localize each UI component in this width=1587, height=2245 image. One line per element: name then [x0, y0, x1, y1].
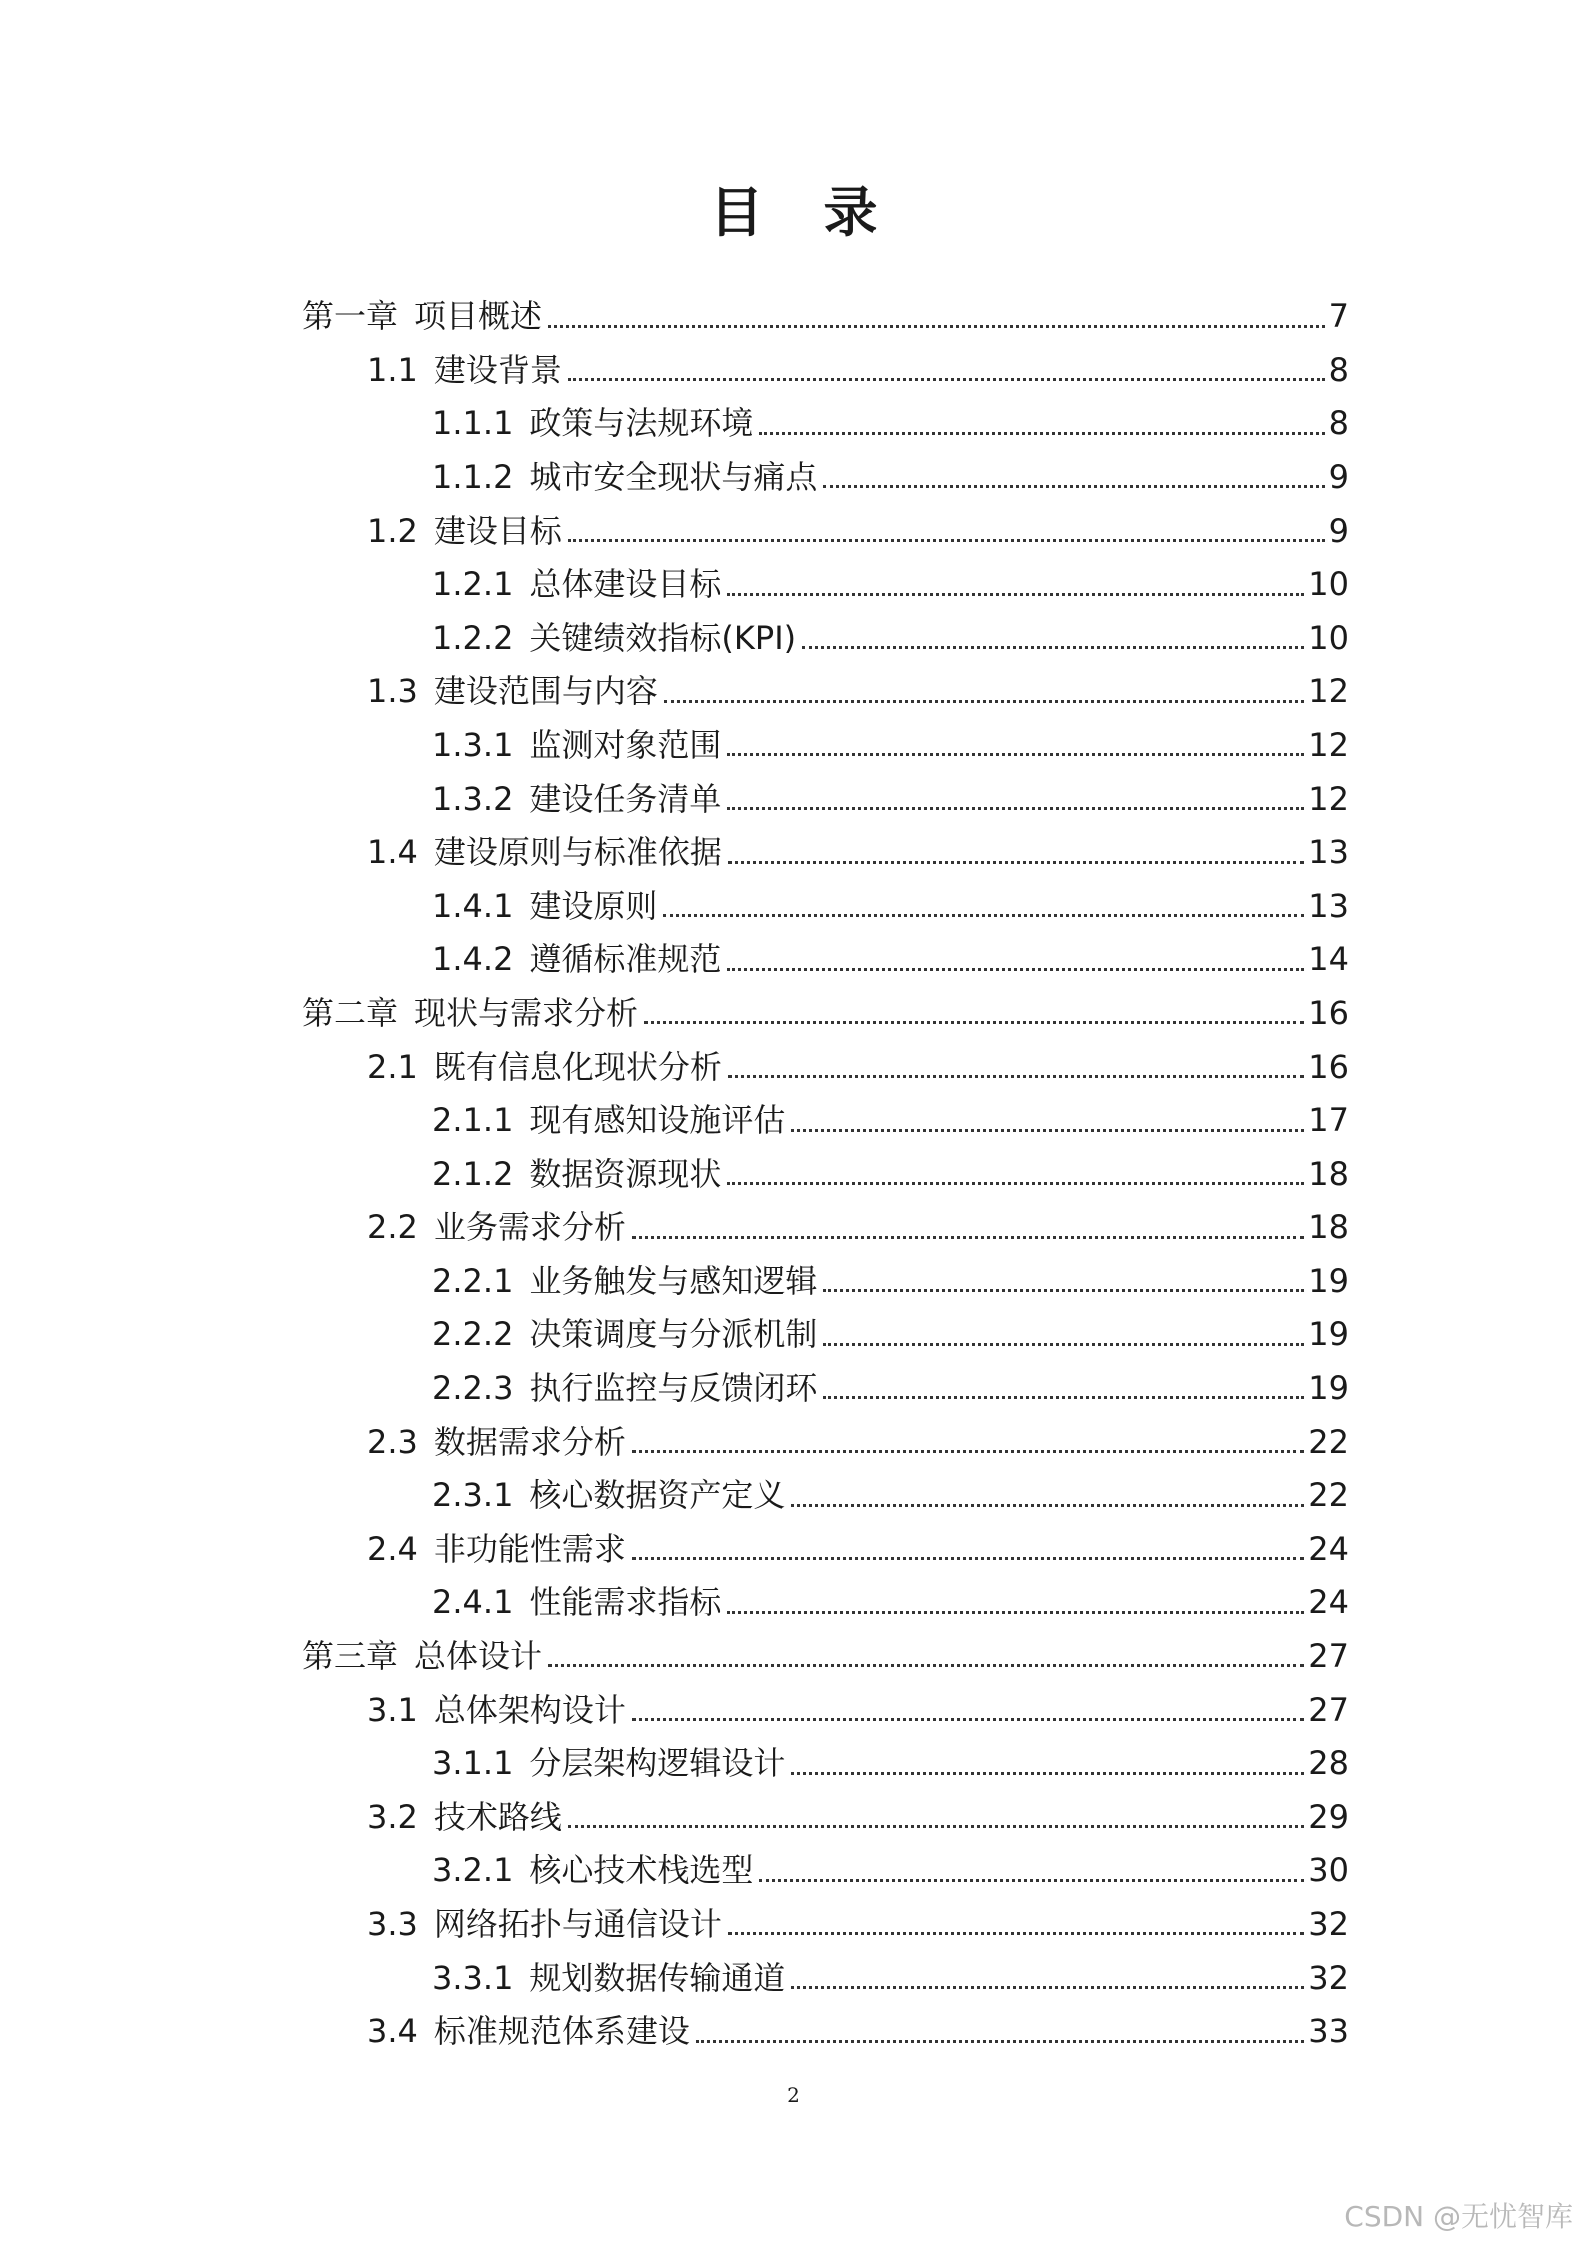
toc-entry-row [432, 772, 1349, 818]
toc-list [0, 290, 1587, 2059]
toc-entry-page: 27 [1308, 1637, 1349, 1676]
toc-entry[interactable] [0, 826, 1587, 880]
toc-entry-title: 业务需求分析 [433, 1208, 626, 1247]
toc-entry[interactable] [0, 451, 1587, 505]
toc-entry-page: 9 [1328, 511, 1349, 550]
toc-entry-page: 27 [1308, 1690, 1349, 1729]
toc-entry-row [432, 1951, 1349, 1997]
toc-entry-number: 2.2.1 [432, 1261, 514, 1300]
toc-entry-page: 17 [1308, 1101, 1349, 1140]
toc-entry-page: 19 [1308, 1369, 1349, 1408]
toc-entry-title: 项目概述 [414, 297, 543, 336]
toc-entry-page: 24 [1308, 1529, 1349, 1568]
toc-entry-number: 2.4 [367, 1529, 418, 1568]
toc-dot-leader [791, 1504, 1304, 1507]
toc-dot-leader [644, 1021, 1304, 1024]
toc-entry-title: 现有感知设施评估 [529, 1101, 786, 1140]
toc-entry-page: 14 [1308, 940, 1349, 979]
toc-entry-page: 13 [1308, 886, 1349, 925]
toc-entry-page: 10 [1308, 618, 1349, 657]
toc-entry-number: 1.4.1 [432, 886, 514, 925]
toc-entry[interactable] [0, 1201, 1587, 1255]
toc-dot-leader [791, 1986, 1304, 1989]
toc-entry-number: 1.3.1 [432, 725, 514, 764]
toc-entry-number: 3.4 [367, 2012, 418, 2051]
toc-entry-page: 8 [1328, 404, 1349, 443]
toc-entry-number: 2.3.1 [432, 1476, 514, 1515]
toc-entry[interactable] [0, 1469, 1587, 1523]
toc-entry-number: 2.2.2 [432, 1315, 514, 1354]
toc-entry-row [367, 826, 1349, 872]
toc-title-char-2: 录 [823, 181, 878, 244]
toc-entry[interactable] [0, 1576, 1587, 1630]
toc-entry-number: 2.4.1 [432, 1583, 514, 1622]
toc-entry[interactable] [0, 1683, 1587, 1737]
toc-dot-leader [568, 1825, 1304, 1828]
toc-entry-page: 12 [1308, 672, 1349, 711]
toc-entry[interactable] [0, 1630, 1587, 1684]
toc-entry[interactable] [0, 719, 1587, 773]
toc-entry-number: 1.3 [367, 672, 418, 711]
toc-entry-number: 第二章 [302, 993, 399, 1032]
toc-entry-number: 第三章 [302, 1637, 399, 1676]
toc-entry-title: 建设范围与内容 [433, 672, 658, 711]
toc-entry-title: 建设任务清单 [529, 779, 722, 818]
toc-entry[interactable] [0, 880, 1587, 934]
toc-entry-number: 2.1.1 [432, 1101, 514, 1140]
toc-dot-leader [548, 325, 1325, 328]
toc-entry-title: 既有信息化现状分析 [433, 1047, 722, 1086]
toc-dot-leader [696, 2040, 1304, 2043]
toc-entry-title: 核心数据资产定义 [529, 1476, 786, 1515]
toc-entry-number: 1.1 [367, 350, 418, 389]
toc-entry-title: 监测对象范围 [529, 725, 722, 764]
toc-entry-row [432, 451, 1349, 497]
toc-entry-row [432, 1255, 1349, 1301]
toc-entry[interactable] [0, 504, 1587, 558]
toc-entry-number: 2.2.3 [432, 1369, 514, 1408]
toc-entry-title: 业务触发与感知逻辑 [529, 1261, 818, 1300]
toc-entry-number: 2.2 [367, 1208, 418, 1247]
toc-entry[interactable] [0, 1148, 1587, 1202]
toc-entry-row [432, 933, 1349, 979]
toc-entry-number: 第一章 [302, 297, 399, 336]
toc-entry-row [432, 880, 1349, 926]
toc-entry-page: 7 [1328, 297, 1349, 336]
toc-dot-leader [663, 914, 1304, 917]
toc-dot-leader [802, 646, 1304, 649]
toc-entry-number: 1.4.2 [432, 940, 514, 979]
toc-entry[interactable] [0, 612, 1587, 666]
toc-entry-row [367, 665, 1349, 711]
toc-entry-page: 12 [1308, 725, 1349, 764]
toc-entry-number: 1.2.1 [432, 565, 514, 604]
toc-title [0, 181, 1587, 244]
toc-dot-leader [759, 432, 1324, 435]
toc-entry-row [367, 1040, 1349, 1086]
toc-entry[interactable] [0, 2005, 1587, 2059]
toc-entry[interactable] [0, 397, 1587, 451]
toc-entry-row [432, 719, 1349, 765]
toc-entry-title: 城市安全现状与痛点 [529, 457, 818, 496]
toc-entry-title: 核心技术栈选型 [529, 1851, 754, 1890]
toc-entry-title: 现状与需求分析 [414, 993, 639, 1032]
toc-entry-number: 2.1.2 [432, 1154, 514, 1193]
toc-dot-leader [727, 1182, 1304, 1185]
toc-entry[interactable] [0, 1898, 1587, 1952]
toc-entry-row [432, 1737, 1349, 1783]
toc-entry-page: 9 [1328, 457, 1349, 496]
toc-entry-page: 16 [1308, 1047, 1349, 1086]
toc-entry-page: 24 [1308, 1583, 1349, 1622]
toc-entry-title: 分层架构逻辑设计 [529, 1744, 786, 1783]
toc-dot-leader [823, 1343, 1304, 1346]
watermark: CSDN @无忧智库 [1344, 2200, 1573, 2233]
toc-entry-row [367, 2005, 1349, 2051]
toc-entry-number: 1.3.2 [432, 779, 514, 818]
toc-entry[interactable] [0, 772, 1587, 826]
toc-entry-title: 关键绩效指标(KPI) [529, 618, 797, 657]
toc-dot-leader [823, 485, 1324, 488]
toc-dot-leader [568, 539, 1325, 542]
toc-entry[interactable] [0, 1415, 1587, 1469]
toc-entry[interactable] [0, 290, 1587, 344]
toc-entry-title: 遵循标准规范 [529, 940, 722, 979]
toc-entry[interactable] [0, 1362, 1587, 1416]
toc-dot-leader [791, 1772, 1304, 1775]
toc-entry-number: 3.1.1 [432, 1744, 514, 1783]
toc-entry-page: 10 [1308, 565, 1349, 604]
toc-entry[interactable] [0, 1255, 1587, 1309]
toc-dot-leader [568, 378, 1325, 381]
toc-entry-page: 18 [1308, 1208, 1349, 1247]
toc-entry-row [432, 1362, 1349, 1408]
toc-entry-row [367, 1415, 1349, 1461]
toc-entry-title: 数据资源现状 [529, 1154, 722, 1193]
toc-entry-page: 18 [1308, 1154, 1349, 1193]
toc-dot-leader [728, 1075, 1304, 1078]
toc-entry[interactable] [0, 1737, 1587, 1791]
toc-entry-row [432, 397, 1349, 443]
toc-entry-page: 32 [1308, 1958, 1349, 1997]
toc-dot-leader [632, 1718, 1304, 1721]
toc-entry-row [432, 1094, 1349, 1140]
toc-entry[interactable] [0, 1791, 1587, 1845]
toc-dot-leader [728, 861, 1304, 864]
toc-dot-leader [727, 593, 1304, 596]
toc-entry[interactable] [0, 665, 1587, 719]
toc-entry-number: 1.2.2 [432, 618, 514, 657]
toc-dot-leader [759, 1879, 1304, 1882]
toc-dot-leader [727, 807, 1304, 810]
toc-dot-leader [791, 1129, 1304, 1132]
toc-entry-title: 建设背景 [433, 350, 562, 389]
toc-entry[interactable] [0, 933, 1587, 987]
toc-entry-row [432, 558, 1349, 604]
toc-entry-title: 规划数据传输通道 [529, 1958, 786, 1997]
toc-entry[interactable] [0, 1951, 1587, 2005]
toc-entry-title: 非功能性需求 [433, 1529, 626, 1568]
toc-entry-number: 1.1.1 [432, 404, 514, 443]
page-number: 2 [787, 2083, 800, 2107]
toc-entry-title: 技术路线 [433, 1797, 562, 1836]
toc-dot-leader [727, 753, 1304, 756]
toc-dot-leader [727, 968, 1304, 971]
toc-dot-leader [632, 1236, 1304, 1239]
toc-entry-page: 16 [1308, 993, 1349, 1032]
toc-entry-title: 决策调度与分派机制 [529, 1315, 818, 1354]
toc-entry-number: 1.1.2 [432, 457, 514, 496]
toc-entry-title: 建设原则 [529, 886, 658, 925]
toc-entry-title: 标准规范体系建设 [433, 2012, 690, 2051]
toc-entry-row [302, 290, 1349, 336]
toc-entry-number: 3.1 [367, 1690, 418, 1729]
toc-dot-leader [728, 1932, 1304, 1935]
toc-entry-row [367, 344, 1349, 390]
toc-entry-number: 3.2.1 [432, 1851, 514, 1890]
toc-entry-number: 2.1 [367, 1047, 418, 1086]
toc-entry[interactable] [0, 558, 1587, 612]
toc-entry-page: 12 [1308, 779, 1349, 818]
toc-entry-row [432, 1308, 1349, 1354]
toc-entry-title: 总体架构设计 [433, 1690, 626, 1729]
toc-entry-title: 执行监控与反馈闭环 [529, 1369, 818, 1408]
toc-entry-number: 3.3.1 [432, 1958, 514, 1997]
toc-entry-title: 总体建设目标 [529, 565, 722, 604]
toc-entry-row [432, 1576, 1349, 1622]
toc-dot-leader [727, 1611, 1304, 1614]
toc-title-char-1: 目 [709, 181, 764, 244]
toc-entry-page: 28 [1308, 1744, 1349, 1783]
toc-entry-row [302, 987, 1349, 1033]
toc-entry-number: 1.2 [367, 511, 418, 550]
toc-entry-row [432, 1469, 1349, 1515]
toc-entry-page: 19 [1308, 1261, 1349, 1300]
toc-entry-page: 8 [1328, 350, 1349, 389]
toc-entry-title: 网络拓扑与通信设计 [433, 1905, 722, 1944]
toc-entry[interactable] [0, 987, 1587, 1041]
toc-entry[interactable] [0, 1094, 1587, 1148]
toc-dot-leader [823, 1396, 1304, 1399]
toc-entry-title: 总体设计 [414, 1637, 543, 1676]
toc-entry-row [432, 1148, 1349, 1194]
toc-entry-row [367, 1523, 1349, 1569]
toc-entry-page: 30 [1308, 1851, 1349, 1890]
toc-entry-title: 性能需求指标 [529, 1583, 722, 1622]
toc-entry-title: 建设原则与标准依据 [433, 833, 722, 872]
toc-entry-row [367, 1791, 1349, 1837]
toc-entry-page: 22 [1308, 1476, 1349, 1515]
toc-entry-number: 3.2 [367, 1797, 418, 1836]
toc-entry-number: 1.4 [367, 833, 418, 872]
toc-entry-title: 建设目标 [433, 511, 562, 550]
toc-entry-row [432, 612, 1349, 658]
toc-dot-leader [823, 1289, 1304, 1292]
toc-entry-page: 33 [1308, 2012, 1349, 2051]
toc-entry-row [302, 1630, 1349, 1676]
toc-entry-row [367, 1898, 1349, 1944]
toc-entry[interactable] [0, 1040, 1587, 1094]
toc-entry[interactable] [0, 1308, 1587, 1362]
toc-entry-title: 数据需求分析 [433, 1422, 626, 1461]
toc-entry-number: 2.3 [367, 1422, 418, 1461]
toc-entry-page: 32 [1308, 1905, 1349, 1944]
toc-entry-page: 29 [1308, 1797, 1349, 1836]
toc-entry[interactable] [0, 344, 1587, 398]
toc-entry[interactable] [0, 1523, 1587, 1577]
toc-entry-page: 13 [1308, 833, 1349, 872]
toc-dot-leader [548, 1664, 1304, 1667]
toc-entry-page: 22 [1308, 1422, 1349, 1461]
toc-entry-row [432, 1844, 1349, 1890]
toc-entry-row [367, 504, 1349, 550]
toc-entry-row [367, 1201, 1349, 1247]
toc-entry-row [367, 1683, 1349, 1729]
toc-dot-leader [664, 700, 1304, 703]
toc-dot-leader [632, 1450, 1304, 1453]
toc-entry[interactable] [0, 1844, 1587, 1898]
toc-dot-leader [632, 1557, 1304, 1560]
toc-entry-title: 政策与法规环境 [529, 404, 754, 443]
toc-entry-page: 19 [1308, 1315, 1349, 1354]
toc-entry-number: 3.3 [367, 1905, 418, 1944]
